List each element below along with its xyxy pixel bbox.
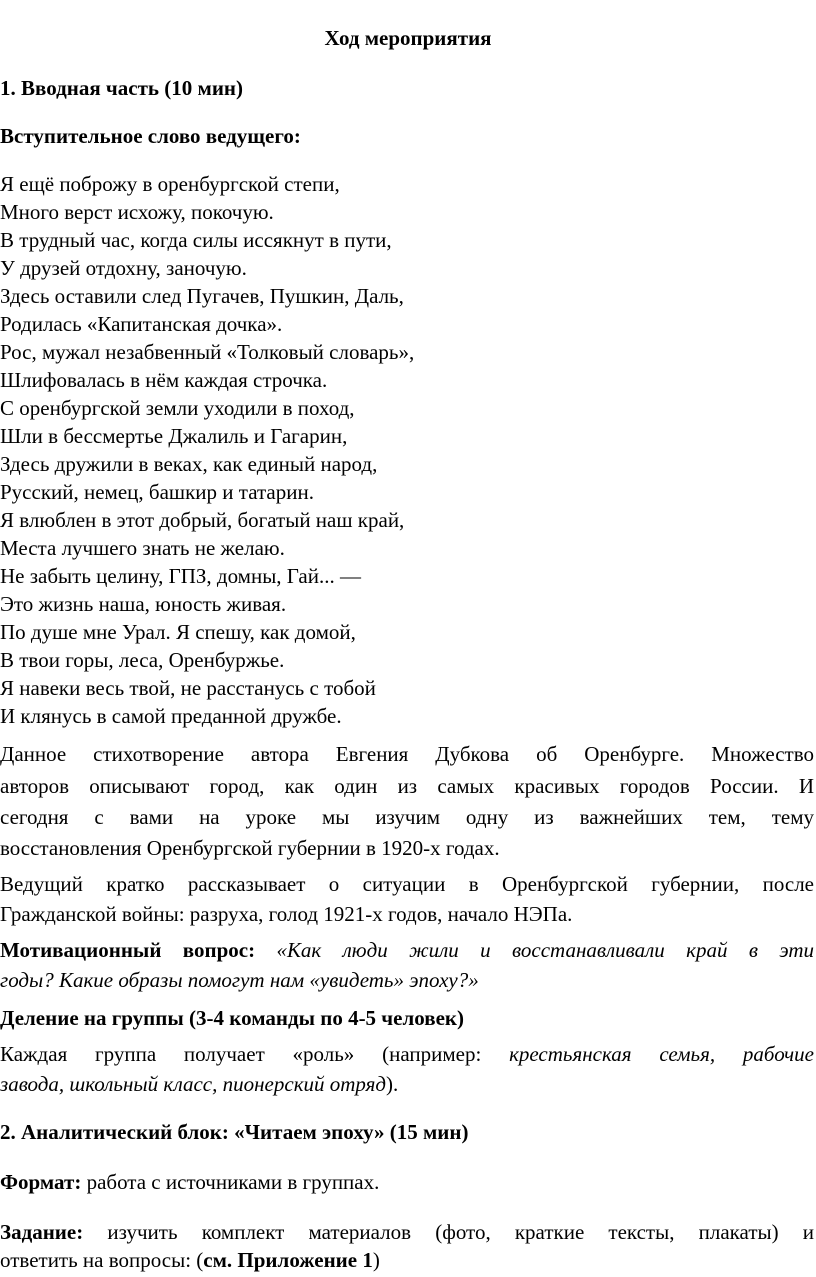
paragraph-line: сегодня с вами на уроке мы изучим одну из важнейших тем, тему [0,805,814,829]
task-label: Задание: [0,1220,84,1244]
format-text: работа с источниками в группах. [86,1170,380,1194]
poem-line: Места лучшего знать не желаю. [0,536,285,560]
document-title: Ход мероприятия [324,26,492,50]
section-1-heading: 1. Вводная часть (10 мин) [0,76,244,100]
groups-end: ). [386,1072,399,1096]
poem-line: Рос, мужал незабвенный «Толковый словарь», [0,340,415,364]
poem-line: Здесь оставили след Пугачев, Пушкин, Даль, [0,284,404,308]
format-label: Формат: [0,1170,82,1194]
poem-line: Это жизнь наша, юность живая. [0,592,287,616]
poem-line: В твои горы, леса, Оренбуржье. [0,648,285,672]
appendix-reference: см. Приложение 1 [203,1248,373,1272]
poem-line: Шлифовалась в нём каждая строчка. [0,368,328,392]
paragraph-line: Ведущий кратко рассказывает о ситуации в Оренбургской губернии, после [0,872,814,896]
paragraph-line: восстановления Оренбургской губернии в 1920-х годах. [0,836,500,860]
poem-line: Я навеки весь твой, не расстанусь с тобой [0,676,376,700]
poem-line: В трудный час, когда силы иссякнут в пути, [0,228,392,252]
poem-line: Я влюблен в этот добрый, богатый наш край, [0,508,405,532]
task-text: изучить комплект материалов (фото, краткие тексты, плакаты) и [107,1220,814,1244]
poem-line: Я ещё поброжу в оренбургской степи, [0,172,340,196]
poem-line: По душе мне Урал. Я спешу, как домой, [0,620,356,644]
paragraph-line: авторов описывают город, как один из самых красивых городов России. И [0,774,814,798]
motivation-line-2: годы? Какие образы помогут нам «увидеть» эпоху?» [0,968,479,992]
motivation-text: «Как люди жили и восстанавливали край в эти [276,938,814,962]
groups-roles: крестьянская семья, рабочие [509,1042,814,1066]
poem-line: Русский, немец, башкир и татарин. [0,480,314,504]
groups-heading: Деление на группы (3-4 команды по 4-5 человек) [0,1006,464,1030]
groups-line-2 [0,1070,398,1098]
poem-line: Много верст исхожу, покочую. [0,200,274,224]
poem-line: С оренбургской земли уходили в поход, [0,396,355,420]
section-2-heading: 2. Аналитический блок: «Читаем эпоху» (15 мин) [0,1120,469,1144]
task-line-2 [0,1246,380,1274]
paragraph-line: Данное стихотворение автора Евгения Дубкова об Оренбурге. Множество [0,742,814,766]
groups-roles-cont: завода, школьный класс, пионерский отряд [0,1072,387,1096]
poem-line: У друзей отдохну, заночую. [0,256,247,280]
poem-line: Родилась «Капитанская дочка». [0,312,283,336]
poem-line: Не забыть целину, ГПЗ, домны, Гай... — [0,564,361,588]
format-line [0,1168,379,1196]
task-line-1 [0,1218,814,1246]
poem-line: И клянусь в самой преданной дружбе. [0,704,342,728]
task-text-cont: ответить на вопросы: ( [0,1248,204,1272]
paragraph-line: Гражданской войны: разруха, голод 1921-х годов, начало НЭПа. [0,902,573,926]
groups-text: Каждая группа получает «роль» (например: [0,1042,482,1066]
motivation-label: Мотивационный вопрос: [0,938,256,962]
task-end: ) [372,1248,380,1272]
intro-heading: Вступительное слово ведущего: [0,124,301,148]
motivation-line-1 [0,936,814,964]
groups-line-1 [0,1040,814,1068]
poem-line: Шли в бессмертье Джалиль и Гагарин, [0,424,348,448]
poem-line: Здесь дружили в веках, как единый народ, [0,452,378,476]
